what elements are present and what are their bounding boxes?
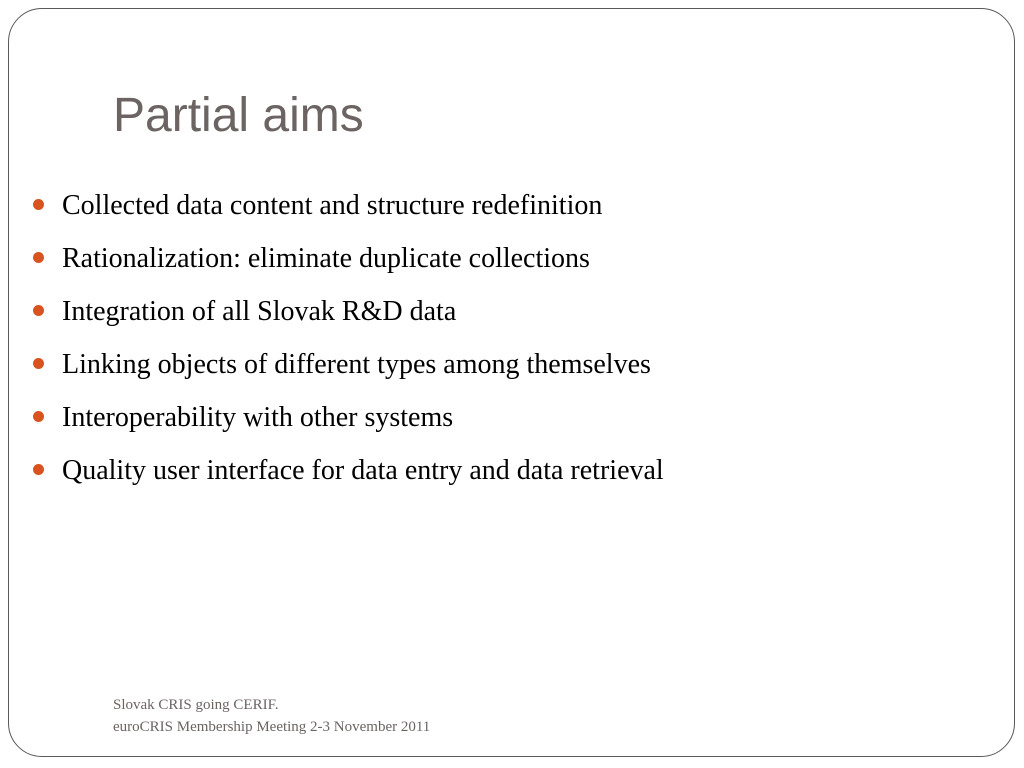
bullet-dot-icon [33,464,44,475]
bullet-text: Rationalization: eliminate duplicate collections [62,243,590,274]
bullet-dot-icon [33,358,44,369]
bullet-text: Interoperability with other systems [62,402,454,433]
list-item [30,183,664,236]
bullet-dot-icon [33,252,44,263]
bullet-text: Collected data content and structure redefinition [62,190,603,221]
bullet-dot-icon [33,305,44,316]
slide-title: Partial aims [113,89,364,142]
bullet-dot-icon [33,411,44,422]
list-item [30,448,664,501]
footer-line-title: Slovak CRIS going CERIF. [113,697,279,713]
bullet-dot-icon [33,199,44,210]
footer-line-event: euroCRIS Membership Meeting 2-3 November 2011 [113,719,431,735]
bullet-text: Integration of all Slovak R&D data [62,296,457,327]
bullet-text: Linking objects of different types among themselves [62,349,651,380]
list-item [30,289,664,342]
bullet-list [30,183,664,501]
slide-footer [113,694,430,738]
list-item [30,395,664,448]
list-item [30,342,664,395]
list-item [30,236,664,289]
bullet-text: Quality user interface for data entry and data retrieval [62,455,664,486]
